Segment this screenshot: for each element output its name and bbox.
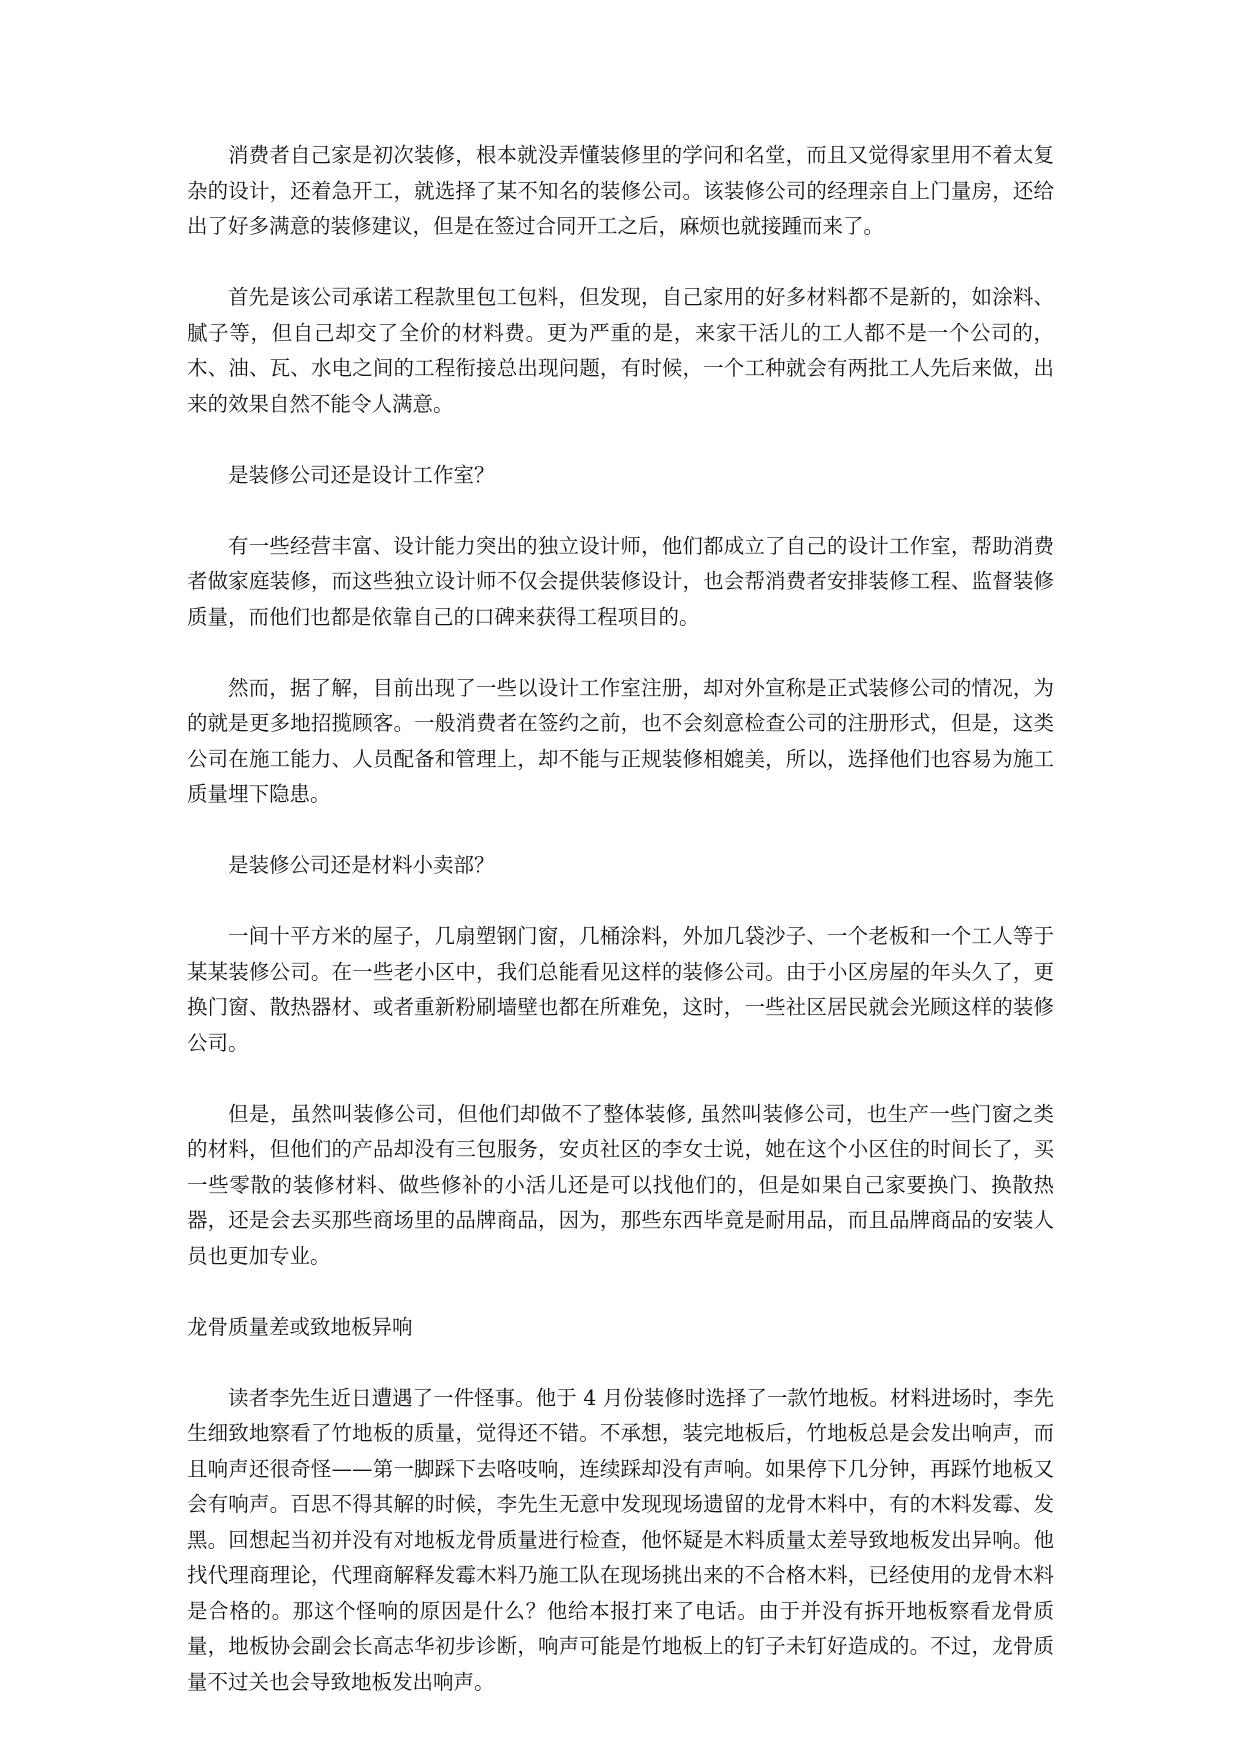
paragraph-bamboo-floor: 读者李先生近日遭遇了一件怪事。他于 4 月份装修时选择了一款竹地板。材料进场时，李先生细致地察看了竹地板的质量，觉得还不错。不承想，装完地板后，竹地板总是会发出响声，而且响声还很奇怪——第一脚踩下去咯吱响，连续踩却没有声响。如果停下几分钟，再踩竹地板又会有响声。百思不得其解的时候，李先生无意中发现现场遗留的龙骨木料中，有的木料发霉、发黑。回想起当初并没有对地板龙骨质量进行检查，他怀疑是木料质量太差导致地板发出异响。他找代理商理论，代理商解释发霉木料乃施工队在现场挑出来的不合格木料，已经使用的龙骨木料是合格的。那这个怪响的原因是什么？他给本报打来了电话。由于并没有拆开地板察看龙骨质量，地板协会副会长高志华初步诊断，响声可能是竹地板上的钉子未钉好造成的。不过，龙骨质量不过关也会导致地板发出响声。 (187, 1385, 1054, 1694)
paragraph-studio-registration: 然而，据了解，目前出现了一些以设计工作室注册，却对外宣称是正式装修公司的情况，为的就是更多地招揽顾客。一般消费者在签约之前，也不会刻意检查公司的注册形式，但是，这类公司在施工能力、人员配备和管理上，却不能与正规装修相媲美，所以，选择他们也容易为施工质量埋下隐患。 (187, 675, 1054, 806)
document-body (187, 138, 1054, 1736)
paragraph-materials: 首先是该公司承诺工程款里包工包料，但发现，自己家用的好多材料都不是新的，如涂料、腻子等，但自己却交了全价的材料费。更为严重的是，来家干活儿的工人都不是一个公司的，木、油、瓦、水电之间的工程衔接总出现问题，有时候，一个工种就会有两批工人先后来做，出来的效果自然不能令人满意。 (187, 285, 1054, 416)
section-heading-design-studio: 是装修公司还是设计工作室？ (228, 462, 495, 487)
paragraph-small-shop: 一间十平方米的屋子，几扇塑钢门窗，几桶涂料，外加几袋沙子、一个老板和一个工人等于某某装修公司。在一些老小区中，我们总能看见这样的装修公司。由于小区房屋的年头久了，更换门窗、散热器材、或者重新粉刷墙壁也都在所难免，这时，一些社区居民就会光顾这样的装修公司。 (187, 924, 1054, 1055)
paragraph-intro: 消费者自己家是初次装修，根本就没弄懂装修里的学问和名堂，而且又觉得家里用不着太复杂的设计，还着急开工，就选择了某不知名的装修公司。该装修公司的经理亲自上门量房，还给出了好多满意的装修建议，但是在签过合同开工之后，麻烦也就接踵而来了。 (187, 143, 1054, 238)
section-heading-floor-noise: 龙骨质量差或致地板异响 (187, 1314, 413, 1339)
section-heading-material-shop: 是装修公司还是材料小卖部？ (228, 853, 495, 877)
paragraph-no-warranty: 但是，虽然叫装修公司，但他们却做不了整体装修, 虽然叫装修公司，也生产一些门窗之类的材料，但他们的产品却没有三包服务，安贞社区的李女士说，她在这个小区住的时间长了，买一些零散的装修材料、做些修补的小活儿还是可以找他们的，但是如果自己家要换门、换散热器，还是会去买那些商场里的品牌商品，因为，那些东西毕竟是耐用品，而且品牌商品的安装人员也更加专业。 (187, 1101, 1054, 1268)
paragraph-independent-designers: 有一些经营丰富、设计能力突出的独立设计师，他们都成立了自己的设计工作室，帮助消费者做家庭装修，而这些独立设计师不仅会提供装修设计，也会帮消费者安排装修工程、监督装修质量，而他们也都是依靠自己的口碑来获得工程项目的。 (187, 533, 1054, 629)
